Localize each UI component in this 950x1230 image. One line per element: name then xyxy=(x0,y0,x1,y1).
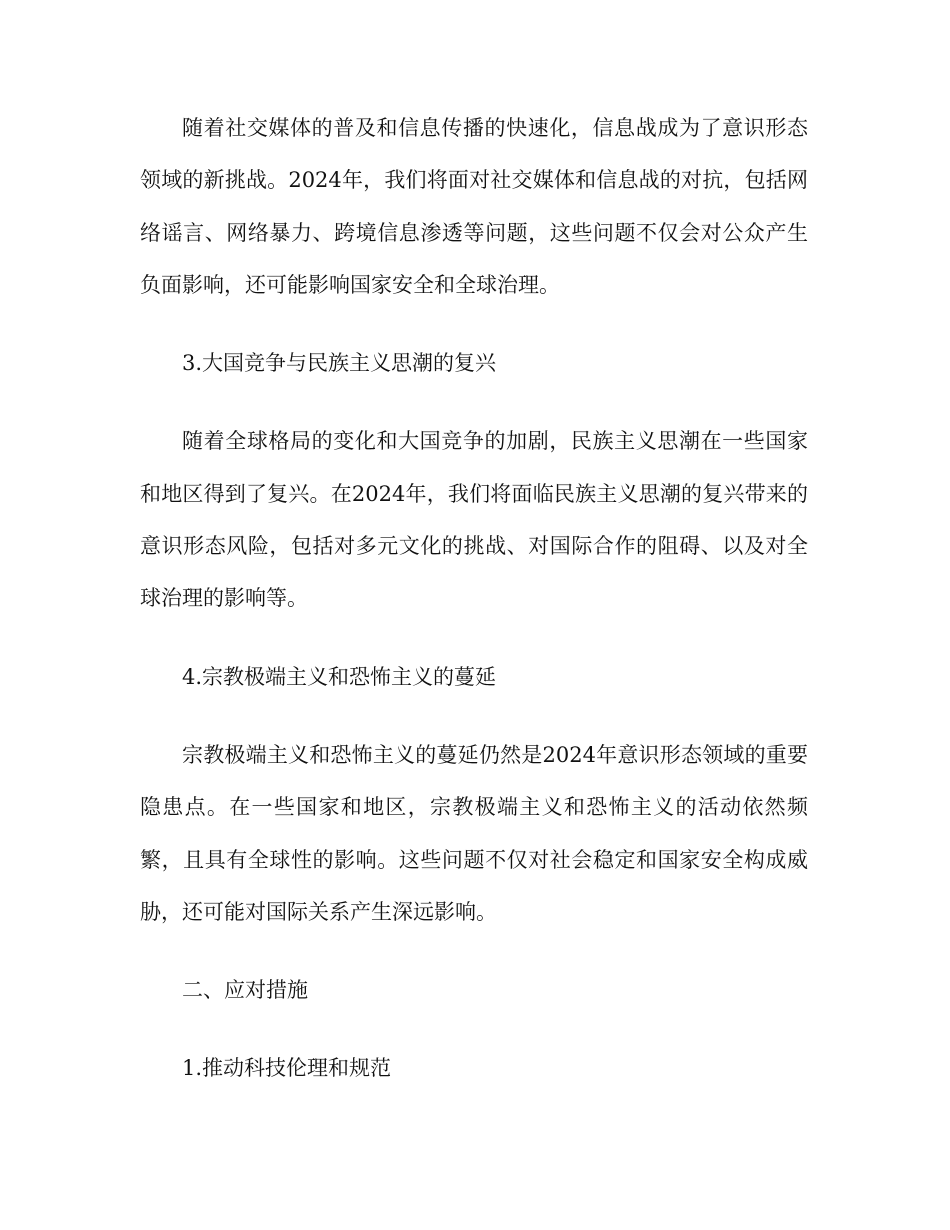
section-heading-nationalism: 3.大国竞争与民族主义思潮的复兴 xyxy=(182,351,497,376)
paragraph-nationalism: 随着全球格局的变化和大国竞争的加剧，民族主义思潮在一些国家和地区得到了复兴。在2024年，我们将面临民族主义思潮的复兴带来的意识形态风险，包括对多元文化的挑战、对国际合作的阻碍、以及对全球治理的影响等。 xyxy=(140,429,808,611)
document-body xyxy=(140,102,808,1121)
paragraph-extremism: 宗教极端主义和恐怖主义的蔓延仍然是2024年意识形态领域的重要隐患点。在一些国家和地区，宗教极端主义和恐怖主义的活动依然频繁，且具有全球性的影响。这些问题不仅对社会稳定和国家安全构成威胁，还可能对国际关系产生深远影响。 xyxy=(140,742,808,924)
subsection-heading-tech-ethics: 1.推动科技伦理和规范 xyxy=(182,1056,392,1081)
section-heading-countermeasures: 二、应对措施 xyxy=(182,978,308,1003)
paragraph-information-warfare: 随着社交媒体的普及和信息传播的快速化，信息战成为了意识形态领域的新挑战。2024年，我们将面对社交媒体和信息战的对抗，包括网络谣言、网络暴力、跨境信息渗透等问题，这些问题不仅会对公众产生负面影响，还可能影响国家安全和全球治理。 xyxy=(140,116,808,297)
section-heading-extremism: 4.宗教极端主义和恐怖主义的蔓延 xyxy=(182,664,497,689)
